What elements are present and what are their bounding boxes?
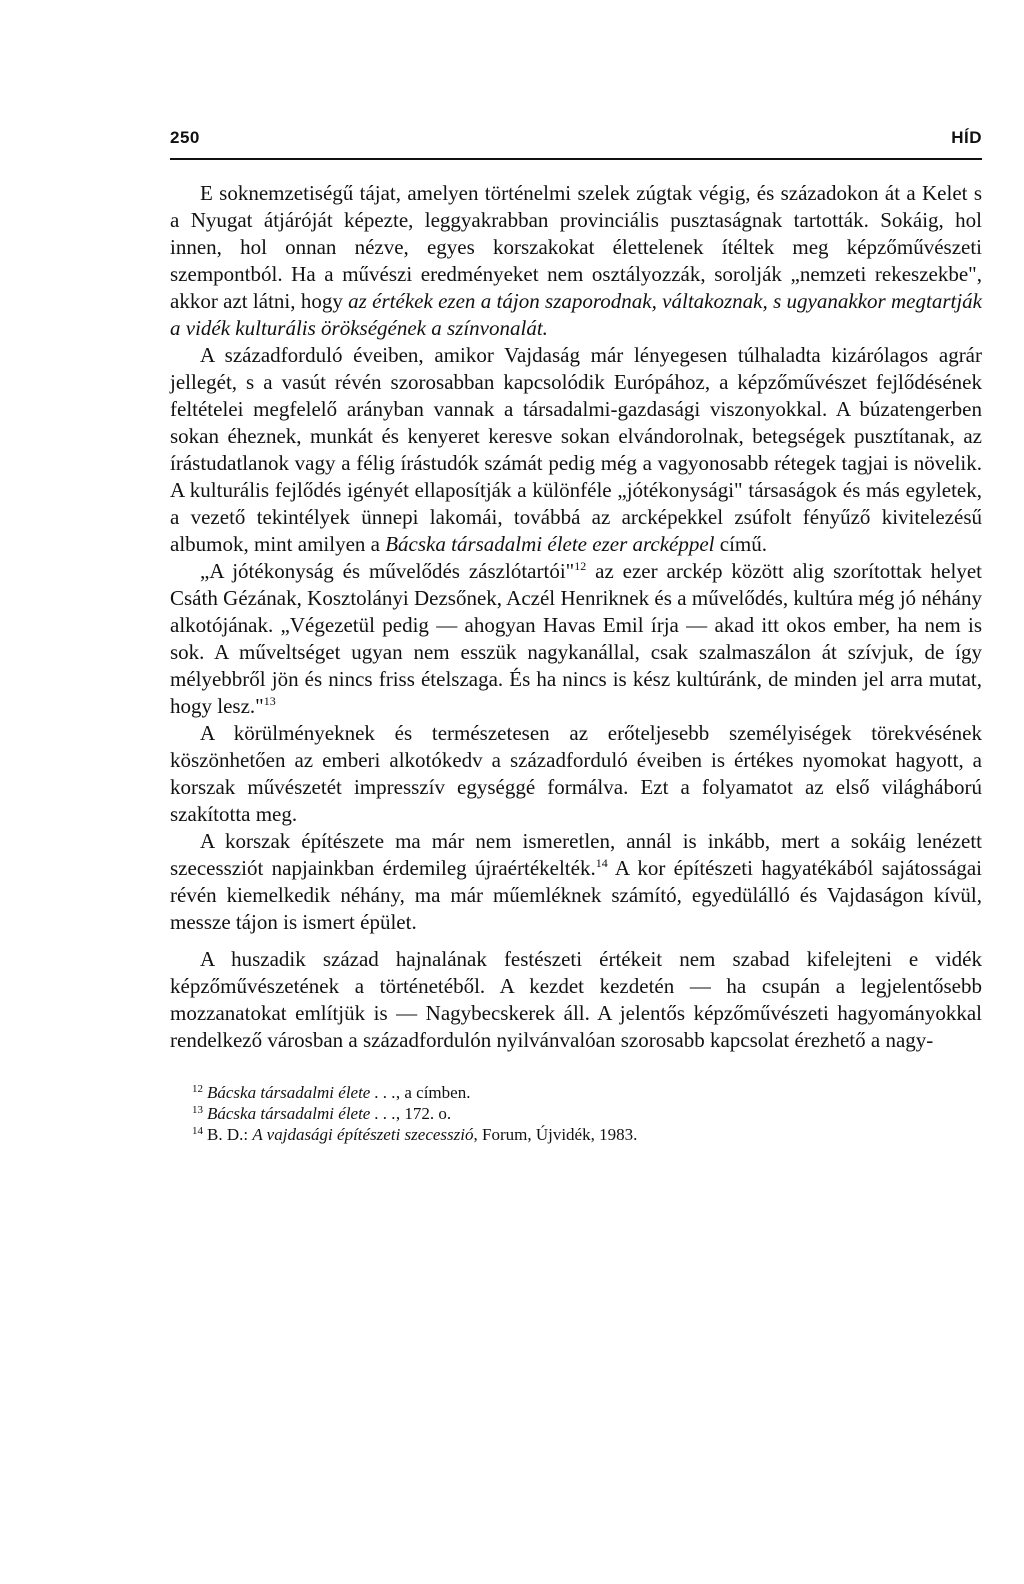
- footnote-text: , 172. o.: [395, 1104, 452, 1123]
- paragraph-text: A századforduló éveiben, amikor Vajdaság már lényegesen túlhaladta kizárólagos agrár jellegét, s a vasút révén szorosabban kapcsolódik Európához, a képzőművészet fejlődésének feltételei megfelelő arányban vannak a társadalmi-gazdasági viszonyokkal. A búzatengerben sokan éheznek, munkát és kenyeret keresve sokan elvándorolnak, betegségek pusztítanak, az írástudatlanok vagy a félig írástudók számát pedig még a vagyonosabb rétegek tagjai is növelik. A kulturális fejlődés igényét ellaposítják a különféle „jótékonysági" társaságok és más egyletek, a vezető tekintélyek ünnepi lakomái, továbbá az arcképekkel zsúfolt fényűző kivitelezésű albumok, mint amilyen a: [170, 343, 982, 556]
- footnote-ref-13[interactable]: 13: [263, 694, 276, 708]
- paragraph-1: [170, 180, 982, 342]
- paragraph-text: az ezer arckép között alig szorítottak helyet Csáth Gézának, Kosztolányi Dezsőnek, Aczél Henriknek és a művelődés, kultúra még jó néhány alkotójának. „Végezetül pedig — ahogyan Havas Emil írja — akad itt okos ember, ha nem is sok. A műveltséget ugyan nem esszük nagykanállal, csak szalmaszálon át szívjuk, de így mélyebbről jön és nincs friss ételszaga. És ha nincs is kész kultúránk, de minden jel arra mutat, hogy lesz.": [170, 559, 982, 718]
- footnote-number: 13: [192, 1104, 203, 1116]
- emphasis-text: az értékek ezen a tájon szaporodnak, váltakoznak, s ugyanakkor megtartják a vidék kulturális örökségének a színvonalát.: [170, 289, 983, 340]
- page-number: 250: [170, 128, 200, 147]
- footnotes: [170, 1082, 982, 1145]
- book-title: Bácska társadalmi élete ezer arcképpel: [385, 532, 715, 556]
- paragraph-5: [170, 828, 982, 936]
- journal-title: HÍD: [951, 128, 982, 147]
- footnote-title: A vajdasági építészeti szecesszió: [252, 1125, 474, 1144]
- quote-text: „A jótékonyság és művelődés zászlótartói": [200, 559, 575, 583]
- paragraph-6: [170, 946, 982, 1054]
- paragraph-text: A kor építészeti hagyatékából sajátosságai révén kiemelkedik néhány, ma már műemléknek számító, egyedülálló és Vajdaságon kívül, messze tájon is ismert épület.: [170, 856, 982, 934]
- footnote-number: 12: [192, 1083, 203, 1095]
- body-text: [170, 180, 982, 1054]
- paragraph-text: A huszadik század hajnalának festészeti értékeit nem szabad kifelejteni e vidék képzőművészetének a történetéből. A kezdet kezdetén — ha csupán a legjelentősebb mozzanatokat említjük is — Nagybecskerek áll. A jelentős képzőművészeti hagyományokkal rendelkező városban a századfordulón nyilvánvalóan szorosabb kapcsolat érezhető a nagy-: [170, 947, 982, 1052]
- footnote-number: 14: [192, 1125, 203, 1137]
- paragraph-text: A korszak építészete ma már nem ismeretlen, annál is inkább, mert a sokáig lenézett szecessziót napjainkban érdemileg újraértékelték.: [170, 829, 982, 880]
- footnote-13: [170, 1103, 982, 1124]
- footnote-text: , Forum, Újvidék, 1983.: [473, 1125, 638, 1144]
- paragraph-4: [170, 720, 982, 828]
- paragraph-3: [170, 558, 982, 720]
- paragraph-text: című.: [714, 532, 768, 556]
- running-header: [170, 128, 982, 160]
- paragraph-text: E soknemzetiségű tájat, amelyen történelmi szelek zúgtak végig, és századokon át a Kelet s a Nyugat átjáróját képezte, leggyakrabban provinciális pusztaságnak tartották. Sokáig, hol innen, hol onnan nézve, egyes korszakokat élettelenek ítéltek meg képzőművészeti szempontból. Ha a művészi eredményeket nem osztályozzák, sorolják „nemzeti rekeszekbe", akkor azt látni, hogy: [170, 181, 982, 313]
- footnote-text: , a címben.: [395, 1083, 471, 1102]
- footnote-ref-14[interactable]: 14: [595, 856, 608, 870]
- footnote-14: [170, 1124, 982, 1145]
- footnote-ref-12[interactable]: 12: [574, 559, 587, 573]
- footnote-12: [170, 1082, 982, 1103]
- page: [170, 128, 982, 1145]
- footnote-title: Bácska társadalmi élete . . .: [207, 1104, 396, 1123]
- paragraph-2: [170, 342, 982, 558]
- paragraph-text: A körülményeknek és természetesen az erőteljesebb személyiségek törekvésének köszönhetően az emberi alkotókedv a századforduló éveiben is értékes nyomokat hagyott, a korszak művészetét impresszív egységgé formálva. Ezt a folyamatot az első világháború szakította meg.: [170, 721, 982, 826]
- footnote-title: Bácska társadalmi élete . . .: [207, 1083, 396, 1102]
- footnote-author: B. D.:: [207, 1125, 253, 1144]
